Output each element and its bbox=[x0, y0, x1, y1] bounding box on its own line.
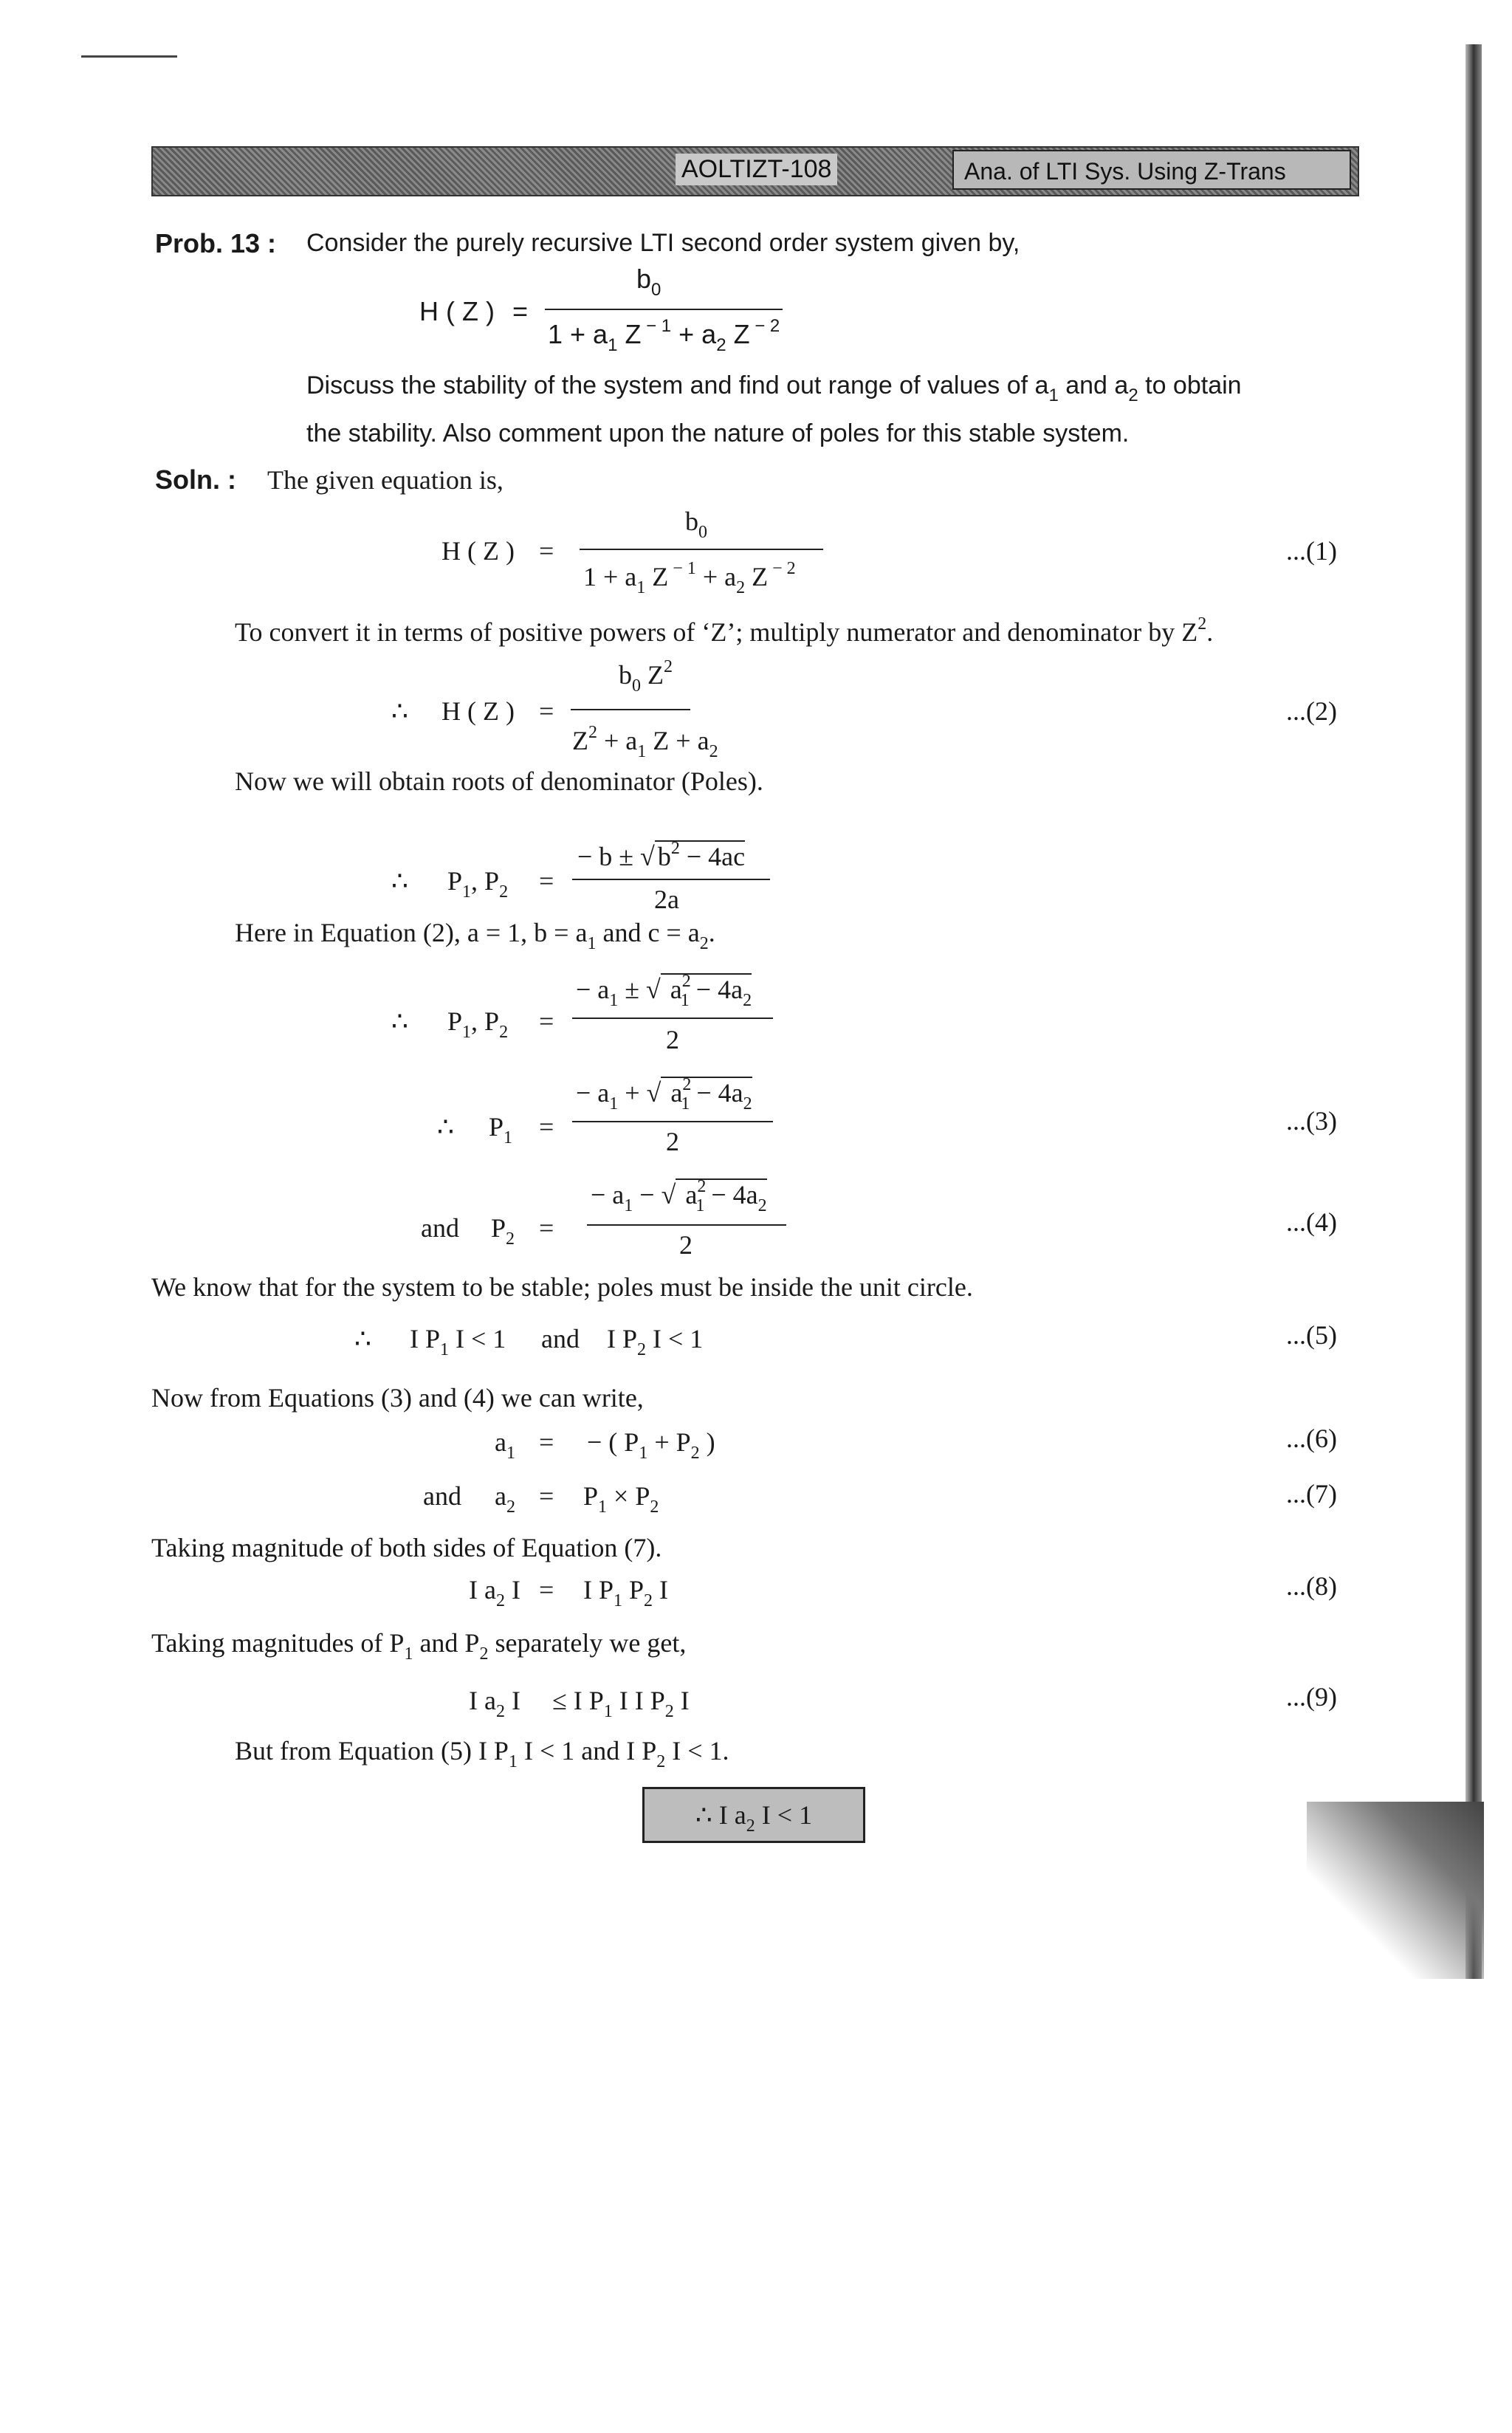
but-text: But from Equation (5) I $P_1$ I < 1 and I $P_2$ I < 1. bbox=[235, 1736, 729, 1771]
gen-equals: = bbox=[539, 1006, 554, 1036]
eq1-fraction-bar bbox=[580, 549, 823, 550]
eq8-rhs: I $P_1$ $P_2$ I bbox=[583, 1575, 669, 1610]
eq2-lhs: H ( Z ) bbox=[441, 696, 515, 726]
eq1-lhs: H ( Z ) bbox=[441, 536, 515, 566]
eq6-number: ...(6) bbox=[1286, 1424, 1337, 1453]
eq8-equals: = bbox=[539, 1575, 554, 1605]
equals-sign: = bbox=[512, 296, 529, 326]
gen-numerator: − $a_1$ ± √ $a^2_1 - 4a_2$ bbox=[576, 972, 752, 1010]
therefore-symbol: ∴ bbox=[437, 1112, 454, 1142]
quad-denominator: 2a bbox=[654, 885, 679, 914]
hz-label: H ( Z ) bbox=[419, 296, 495, 326]
eq2-numerator: $b_0$ $Z^2$ bbox=[619, 657, 673, 696]
eq5-and: and bbox=[541, 1324, 580, 1353]
and-word: and bbox=[423, 1481, 461, 1511]
therefore-symbol: ∴ bbox=[354, 1324, 371, 1353]
eq7-equals: = bbox=[539, 1481, 554, 1511]
eq3-denominator: 2 bbox=[666, 1127, 679, 1156]
header-section-title: Ana. of LTI Sys. Using Z-Trans bbox=[952, 150, 1351, 190]
problem-text-1: Discuss the stability of the system and find out range of values of $a_1$ and $a_2$ to obtain bbox=[306, 371, 1242, 405]
solution-label: Soln. : bbox=[155, 464, 236, 495]
page-binding-shadow bbox=[1465, 44, 1482, 1979]
convert-text: To convert it in terms of positive powers of ‘Z’; multiply numerator and denominator by $Z^2$. bbox=[235, 614, 1214, 647]
eq6-rhs: − ( $P_1 + P_2$ ) bbox=[587, 1427, 715, 1463]
eq8-number: ...(8) bbox=[1286, 1571, 1337, 1601]
eq5-left: I $P_1$ I < 1 bbox=[410, 1324, 506, 1359]
eq2-number: ...(2) bbox=[1286, 696, 1337, 726]
problem-label: Prob. 13 : bbox=[155, 228, 277, 258]
p1-label: $P_1$ bbox=[489, 1112, 513, 1147]
eq5-number: ...(5) bbox=[1286, 1320, 1337, 1350]
eq8-lhs: I $a_2$ I bbox=[469, 1575, 520, 1610]
problem-text-2: the stability. Also comment upon the nature of poles for this stable system. bbox=[306, 419, 1130, 447]
numerator: $b_0$ bbox=[636, 264, 662, 300]
given-text: The given equation is, bbox=[267, 465, 504, 495]
quad-numerator: − b ± √ $b^2 - 4ac$ bbox=[577, 839, 746, 871]
scan-mark bbox=[81, 55, 177, 58]
page-corner-shadow bbox=[1307, 1802, 1484, 1979]
p1p2-label: $P_1$, $P_2$ bbox=[447, 866, 509, 902]
eq2-fraction-bar bbox=[571, 709, 690, 710]
eq6-equals: = bbox=[539, 1427, 554, 1457]
eq1-number: ...(1) bbox=[1286, 536, 1337, 566]
result-box: ∴ I $a_2$ I < 1 bbox=[642, 1787, 865, 1843]
therefore-symbol: ∴ bbox=[391, 866, 408, 896]
therefore-symbol: ∴ bbox=[391, 696, 408, 726]
header-code: AOLTIZT-108 bbox=[676, 154, 837, 185]
eq1-numerator: $b_0$ bbox=[685, 507, 707, 542]
eq6-lhs: $a_1$ bbox=[495, 1427, 515, 1463]
eq4-numerator: − $a_1$ − √ $a^2_1 - 4a_2$ bbox=[591, 1177, 767, 1215]
eq2-equals: = bbox=[539, 696, 554, 726]
quad-fraction-bar bbox=[572, 879, 770, 880]
p2-label: $P_2$ bbox=[491, 1213, 515, 1249]
eq3-number: ...(3) bbox=[1286, 1106, 1337, 1136]
eq4-number: ...(4) bbox=[1286, 1207, 1337, 1237]
eq9-lhs: I $a_2$ I bbox=[469, 1686, 520, 1721]
taking-magnitudes-text: Taking magnitudes of $P_1$ and $P_2$ separately we get, bbox=[151, 1628, 687, 1664]
therefore-symbol: ∴ bbox=[391, 1006, 408, 1036]
eq3-fraction-bar bbox=[572, 1121, 773, 1122]
and-word: and bbox=[421, 1213, 459, 1243]
eq2-denominator: $Z^2 + a_1$ $Z + a_2$ bbox=[572, 723, 718, 761]
eq3-equals: = bbox=[539, 1112, 554, 1142]
denominator: $1 + a_1$ Z $^{- 1} + a_2$ Z $^{- 2}$ bbox=[548, 316, 780, 355]
eq4-equals: = bbox=[539, 1213, 554, 1243]
stable-text: We know that for the system to be stable; poles must be inside the unit circle. bbox=[151, 1272, 973, 1302]
gen-denominator: 2 bbox=[666, 1025, 679, 1054]
eq1-denominator: $1 + a_1$ Z $^{- 1} + a_2$ Z $^{- 2}$ bbox=[583, 559, 796, 597]
eq7-rhs: $P_1 \times P_2$ bbox=[583, 1481, 659, 1517]
eq4-fraction-bar bbox=[587, 1224, 786, 1226]
eq9-rhs: ≤ I $P_1$ I I $P_2$ I bbox=[552, 1686, 690, 1721]
eq7-lhs: $a_2$ bbox=[495, 1481, 515, 1517]
gen-fraction-bar bbox=[572, 1018, 773, 1019]
eq7-number: ...(7) bbox=[1286, 1479, 1337, 1509]
here-text: Here in Equation (2), a = 1, $b = a_1$ and $c = a_2$. bbox=[235, 918, 715, 953]
eq3-numerator: − $a_1$ + √ $a^2_1 - 4a_2$ bbox=[576, 1075, 752, 1113]
quad-equals: = bbox=[539, 866, 554, 896]
now-text: Now from Equations (3) and (4) we can write, bbox=[151, 1383, 644, 1413]
problem-intro: Consider the purely recursive LTI second order system given by, bbox=[306, 229, 1020, 257]
eq9-number: ...(9) bbox=[1286, 1682, 1337, 1712]
eq1-equals: = bbox=[539, 536, 554, 566]
fraction-bar bbox=[545, 309, 783, 310]
eq4-denominator: 2 bbox=[679, 1230, 693, 1260]
p1p2-label: $P_1$, $P_2$ bbox=[447, 1006, 509, 1042]
taking-magnitude-text: Taking magnitude of both sides of Equation (7). bbox=[151, 1533, 662, 1562]
roots-text: Now we will obtain roots of denominator (Poles). bbox=[235, 766, 763, 796]
eq5-right: I $P_2$ I < 1 bbox=[607, 1324, 704, 1359]
